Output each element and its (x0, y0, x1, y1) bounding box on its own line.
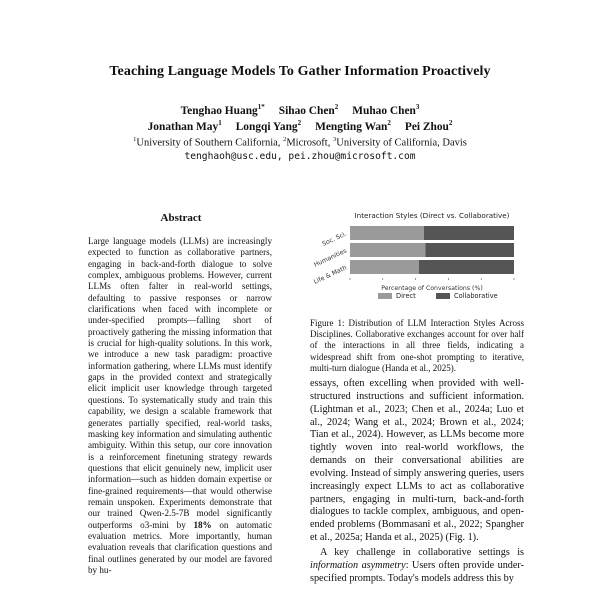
x-axis-label: Percentage of Conversations (%) (381, 285, 483, 292)
affiliation-mark: 1 (133, 136, 137, 143)
body-paragraph-1: essays, often excelling when provided with well-structured instructions and sufficient information. (Lightman et al., 2023; Chen et al., 2024a; Luo et al., 2024; Wang et al., 2024; Brown et al., 2024; Tian et al., 2024). However, as LLMs become more tightly woven into real-world workflows, the demands on their conversational abilities are evolving. Instead of simply answering queries, users increasingly expect LLMs to act as collaborative partners, engaging in multi-turn, back-and-forth dialogues to tackle complex, ambiguous, and open-ended problems (Bommasani et al., 2022; Spangher et al., 2025a; Handa et al., 2025) (Fig. 1). (310, 378, 524, 544)
bar-direct-0 (350, 226, 424, 240)
body-p2-pre: A key challenge in collaborative settings is (320, 546, 524, 558)
bar-collaborative-2 (419, 260, 514, 274)
author-affiliation-mark: 1* (257, 103, 265, 111)
bar-collaborative-0 (424, 226, 514, 240)
author-name: Longqi Yang$^2$ (235, 119, 302, 133)
abstract-heading: Abstract (160, 212, 202, 224)
author-name: Tenghao Huang$^{1*}$ (180, 103, 265, 117)
author-affiliation-mark: 2 (387, 119, 391, 127)
abstract-text-post: on automatic evaluation metrics. More importantly, human evaluation reveals that clarification questions and final outlines generated by our model are favored by hu- (88, 519, 272, 575)
abstract-body (88, 236, 272, 576)
chart-title: Interaction Styles (Direct vs. Collaborative) (354, 211, 510, 220)
affiliation-mark: 3 (332, 136, 337, 143)
affiliation-name: University of California, Davis (336, 137, 467, 149)
author-affiliation-mark: 3 (415, 103, 420, 111)
legend-swatch-collaborative (436, 293, 450, 299)
figure-caption: Figure 1: Distribution of LLM Interaction Styles Across Disciplines. Collaborative exchanges account for over half of the interactions in all three fields, indicating a widespread shift from one-shot prompting to iterative, multi-turn dialogue (Handa et al., 2025). (310, 318, 524, 373)
author-affiliation-mark: 2 (297, 119, 302, 127)
category-label: Life & Math (312, 264, 348, 286)
body-p2-emphasis: information asymmetry (310, 559, 406, 571)
body-paragraph-2 (310, 547, 524, 586)
body-text (310, 378, 524, 586)
body-p2-post: : Users often provide under-specified prompts. Today's models address this by (310, 559, 524, 584)
author-name: Mengting Wan$^2$ (315, 119, 391, 133)
abstract-text-pre: Large language models (LLMs) are increasingly expected to function as collaborative partners, engaging in back-and-forth dialogue to solve complex, ambiguous problems. However, current LLMs often falter in real-world settings, defaulting to passive responses or narrow clarifications when faced with incomplete or under-specified prompts—falling short of proactively gathering the missing information that is crucial for high-quality solutions. In this work, we introduce a new task paradigm: proactive information gathering, where LLMs must identify gaps in the provided context and strategically elicit implicit user knowledge through targeted questions. To systematically study and train this capability, we design a scalable framework that generates partially specified, real-world tasks, masking key information and simulating authentic ambiguity. Within this setup, our core innovation is a reinforcement finetuning strategy rewards questions that elicit genuinely new, implicit user information—such as hidden domain expertise or fine-grained requirements—that would otherwise remain unspoken. Experiments demonstrate that our trained Qwen-2.5-7B model significantly outperforms o3-mini by (88, 236, 272, 530)
affiliation-name: Microsoft, (286, 137, 333, 149)
bar-collaborative-1 (425, 243, 514, 257)
legend-label-collaborative: Collaborative (454, 292, 498, 300)
author-name: Muhao Chen$^3$ (352, 103, 420, 117)
paper-title: Teaching Language Models To Gather Information Proactively (109, 64, 491, 79)
affiliations (0, 136, 600, 149)
affiliation-name: University of Southern California, (136, 137, 284, 149)
author-affiliation-mark: 2 (448, 119, 453, 127)
affiliation-mark: 2 (283, 136, 287, 143)
figure-1 (308, 208, 522, 316)
bar-direct-2 (350, 260, 419, 274)
author-affiliation-mark: 1 (218, 119, 222, 127)
interaction-styles-chart (308, 208, 522, 316)
category-label: Soc. Sci. (321, 230, 348, 248)
author-affiliation-mark: 2 (334, 103, 339, 111)
abstract-highlight: 18% (193, 519, 212, 530)
author-name: Pei Zhou$^2$ (404, 119, 453, 133)
bar-direct-1 (350, 243, 425, 257)
authors-row-2 (0, 119, 600, 133)
author-emails: tenghaoh@usc.edu, pei.zhou@microsoft.com (184, 151, 416, 162)
author-name: Jonathan May$^1$ (147, 119, 222, 133)
legend-swatch-direct (378, 293, 392, 299)
author-name: Sihao Chen$^2$ (278, 103, 339, 117)
category-label: Humanities (312, 247, 348, 269)
authors-row-1 (0, 103, 600, 117)
legend-label-direct: Direct (396, 292, 416, 300)
